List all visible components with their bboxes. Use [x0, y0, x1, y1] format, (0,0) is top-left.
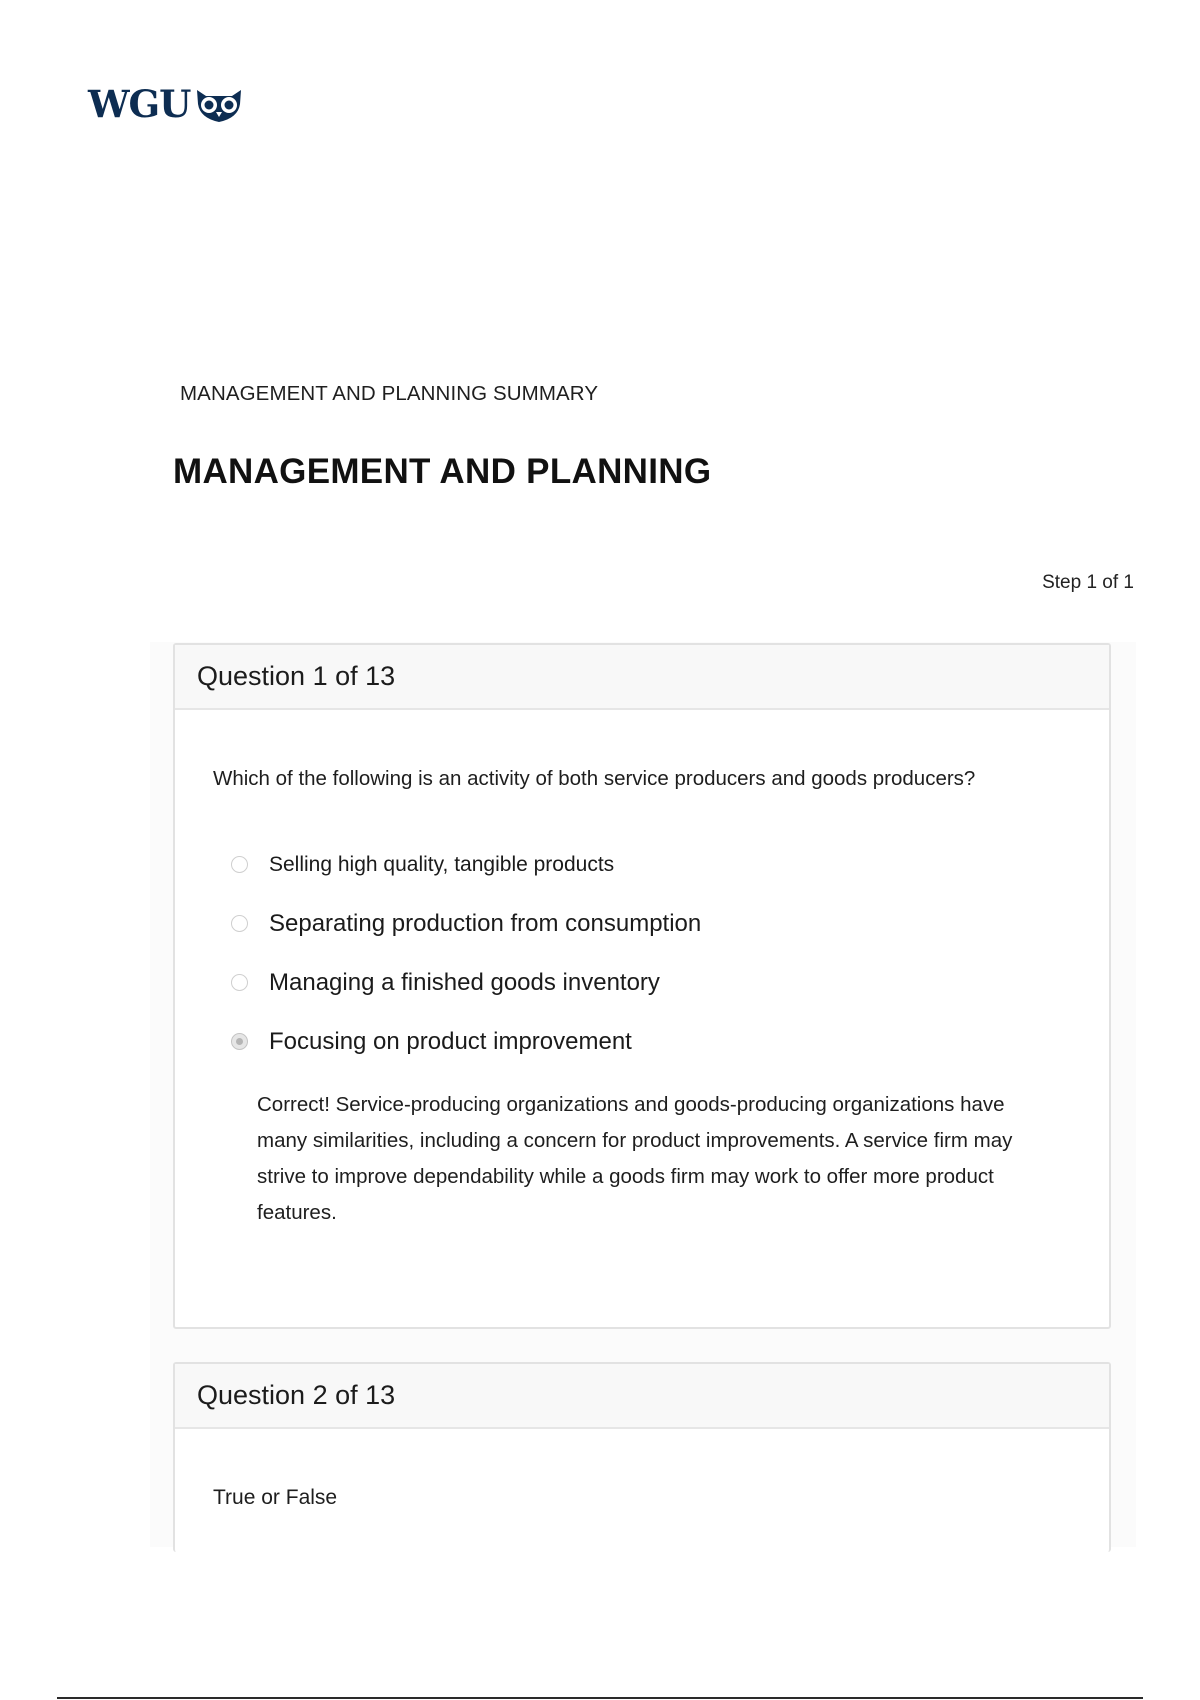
divider — [57, 1697, 1143, 1699]
answer-options — [231, 835, 701, 1071]
question-card — [173, 1362, 1111, 1552]
question-header: Question 1 of 13 — [175, 645, 1109, 710]
answer-option[interactable] — [231, 835, 701, 894]
wgu-logo — [88, 82, 244, 126]
answer-feedback: Correct! Service-producing organizations and goods-producing organizations have many similarities, including a concern for product improvements. A service firm may strive to improve dependability while a goods firm may work to offer more product features. — [257, 1093, 1013, 1224]
question-text: Which of the following is an activity of both service producers and goods producers? — [213, 767, 976, 790]
option-label: Focusing on product improvement — [269, 1027, 632, 1055]
step-indicator: Step 1 of 1 — [1042, 572, 1134, 593]
answer-option-selected[interactable] — [231, 1012, 701, 1071]
option-label: Managing a finished goods inventory — [269, 968, 660, 996]
owl-icon — [194, 84, 244, 124]
answer-option[interactable] — [231, 894, 701, 953]
question-header: Question 2 of 13 — [175, 1364, 1109, 1429]
radio-button[interactable] — [231, 974, 248, 991]
page-title: MANAGEMENT AND PLANNING — [173, 452, 712, 491]
radio-button-selected[interactable] — [231, 1033, 248, 1050]
summary-label: MANAGEMENT AND PLANNING SUMMARY — [180, 382, 599, 405]
question-card — [173, 643, 1111, 1329]
question-text: True or False — [213, 1486, 338, 1509]
radio-button[interactable] — [231, 856, 248, 873]
option-label: Separating production from consumption — [269, 909, 702, 937]
logo-text: WGU — [88, 82, 191, 126]
radio-button[interactable] — [231, 915, 248, 932]
option-label: Selling high quality, tangible products — [269, 852, 615, 876]
answer-option[interactable] — [231, 953, 701, 1012]
